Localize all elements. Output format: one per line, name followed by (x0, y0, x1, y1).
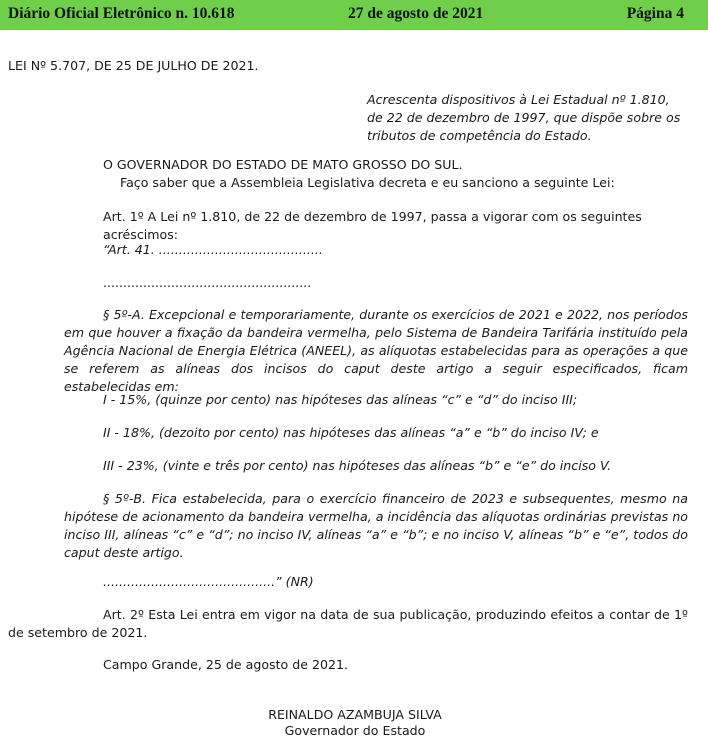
gazette-header (0, 0, 708, 30)
signer-title: Governador do Estado (284, 723, 426, 738)
place-date: Campo Grande, 25 de agosto de 2021. (103, 657, 349, 672)
paragraph-5a: § 5º-A. Excepcional e temporariamente, durante os exercícios de 2021 e 2022, nos períodos em que houver a fixação da bandeira vermelha, pelo Sistema de Bandeira Tarifária instituído pela Agência Nacional de Energia Elétrica (ANEEL), as alíquotas estabelecidas para as operações a que se referem as alíneas dos incisos do caput deste artigo a seguir especificados, ficam estabelecidas em: (64, 307, 688, 394)
dots-line: .................................................... (103, 275, 312, 290)
article-2: Art. 2º Esta Lei entra em vigor na data de sua publicação, produzindo efeitos a contar de 1º de setembro de 2021. (8, 607, 688, 640)
inciso-ii: II - 18%, (dezoito por cento) nas hipóteses das alíneas “a” e “b” do inciso IV; e (103, 425, 599, 440)
nr-line: ...........................................” (NR) (103, 574, 314, 589)
sanction-text: Faço saber que a Assembleia Legislativa decreta e eu sanciono a seguinte Lei: (120, 175, 615, 190)
law-ementa: Acrescenta dispositivos à Lei Estadual nº 1.810, de 22 de dezembro de 1997, que dispõe sobre os tributos de competência do Estado. (367, 92, 681, 143)
article-1: Art. 1º A Lei nº 1.810, de 22 de dezembro de 1997, passa a vigorar com os seguintes acréscimos: (103, 209, 642, 242)
publication-date: 27 de agosto de 2021 (348, 5, 484, 22)
publication-title: Diário Oficial Eletrônico n. 10.618 (8, 5, 235, 22)
inciso-i: I - 15%, (quinze por cento) nas hipóteses das alíneas “c” e “d” do inciso III; (103, 392, 578, 407)
article-41-line: “Art. 41. ......................................... (103, 242, 323, 257)
law-title: LEI Nº 5.707, DE 25 DE JULHO DE 2021. (8, 58, 259, 73)
page-number: Página 4 (626, 5, 684, 22)
inciso-iii: III - 23%, (vinte e três por cento) nas hipóteses das alíneas “b” e “e” do inciso V. (103, 458, 612, 473)
paragraph-5b: § 5º-B. Fica estabelecida, para o exercício financeiro de 2023 e subsequentes, mesmo na hipótese de acionamento da bandeira vermelha, a incidência das alíquotas ordinárias previstas no inciso III, alíneas “c” e “d”; no inciso IV, alíneas “a” e “b”; e no inciso V, alíneas “b” e “e”, todos do caput deste artigo. (64, 491, 688, 560)
governor-intro: O GOVERNADOR DO ESTADO DE MATO GROSSO DO SUL. (103, 157, 463, 172)
signer-name: REINALDO AZAMBUJA SILVA (268, 707, 442, 722)
